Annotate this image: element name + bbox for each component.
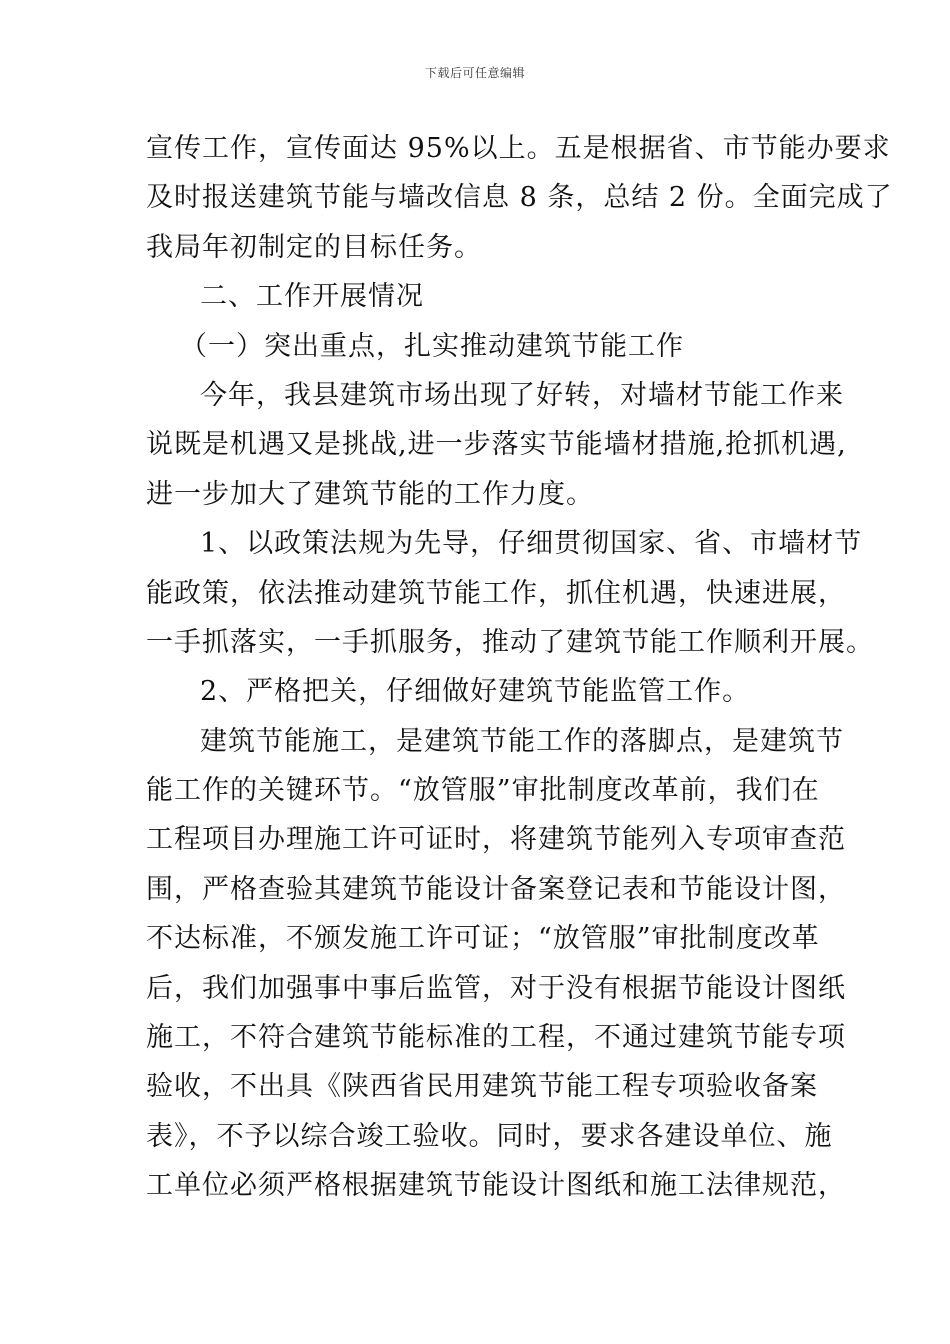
- document-body: [146, 124, 893, 1211]
- text-line: 2、严格把关，仔细做好建筑节能监管工作。: [200, 676, 751, 708]
- text-line: 后，我们加强事中事后监管，对于没有根据节能设计图纸: [146, 972, 846, 1004]
- text-line: 宣传工作，宣传面达 95%以上。五是根据省、市节能办要求: [146, 133, 891, 164]
- text-line: 表》，不予以综合竣工验收。同时，要求各建设单位、施: [146, 1120, 833, 1152]
- text-line: 我局年初制定的目标任务。: [146, 231, 482, 263]
- text-line: 围，严格查验其建筑节能设计备案登记表和节能设计图，: [146, 873, 846, 905]
- text-line: 工程项目办理施工许可证时，将建筑节能列入专项审查范: [146, 824, 846, 856]
- text-line: 验收，不出具《陕西省民用建筑节能工程专项验收备案: [146, 1071, 818, 1103]
- text-line: 能工作的关键环节。“放管服”审批制度改革前，我们在: [146, 775, 820, 807]
- text-line: 建筑节能施工，是建筑节能工作的落脚点，是建筑节: [200, 725, 844, 757]
- text-line: 一手抓落实，一手抓服务，推动了建筑节能工作顺利开展。: [146, 626, 874, 658]
- text-line: 工单位必须严格根据建筑节能设计图纸和施工法律规范，: [146, 1170, 846, 1202]
- text-line: 能政策，依法推动建筑节能工作，抓住机遇，快速进展，: [146, 577, 846, 609]
- subsection-heading: （一）突出重点，扎实推动建筑节能工作: [180, 330, 684, 362]
- text-line: 今年，我县建筑市场出现了好转，对墙材节能工作来: [200, 379, 844, 411]
- text-line: 及时报送建筑节能与墙改信息 8 条，总结 2 份。全面完成了: [146, 182, 893, 214]
- text-line: 1、以政策法规为先导，仔细贯彻国家、省、市墙材节: [200, 528, 863, 560]
- section-heading: 二、工作开展情况: [200, 281, 424, 313]
- text-line: 说既是机遇又是挑战,进一步落实节能墙材措施,抢抓机遇,: [146, 429, 847, 461]
- page-header: 下载后可任意编辑: [424, 66, 525, 80]
- text-line: 施工，不符合建筑节能标准的工程，不通过建筑节能专项: [146, 1022, 846, 1054]
- text-line: 不达标准，不颁发施工许可证；“放管服”审批制度改革: [146, 923, 820, 955]
- text-line: 进一步加大了建筑节能的工作力度。: [146, 478, 594, 510]
